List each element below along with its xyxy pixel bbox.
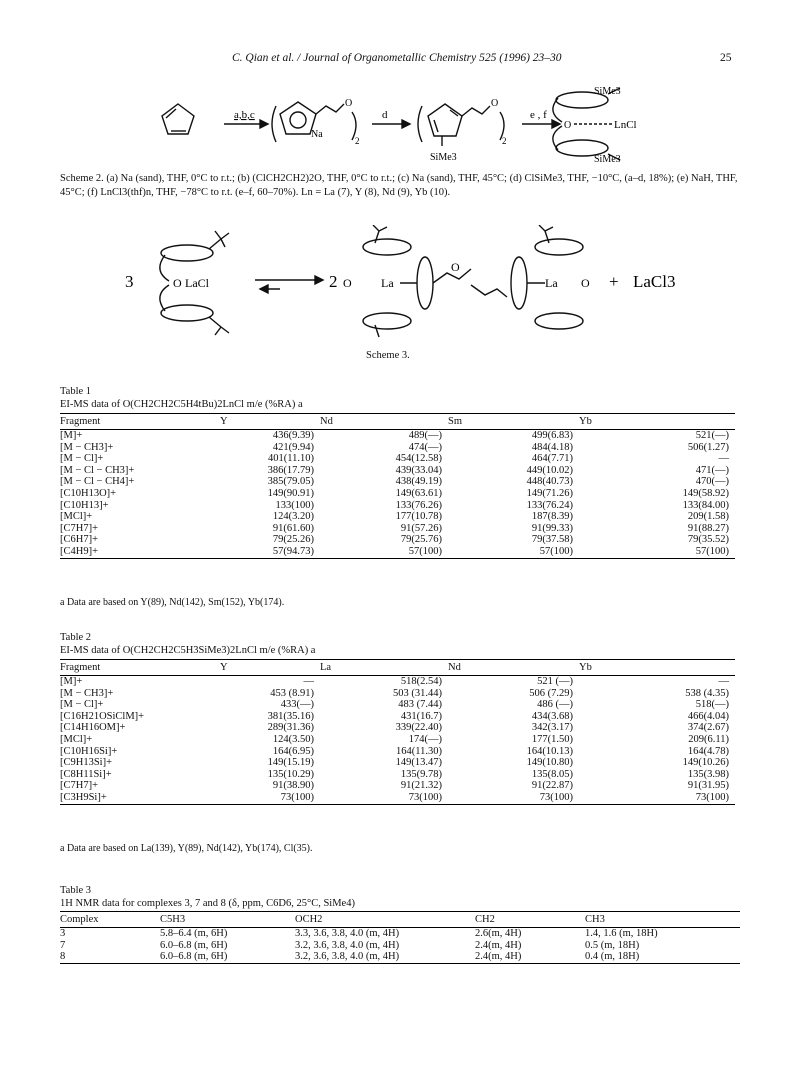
- table2: [60, 659, 735, 805]
- table-cell: 471(—): [695, 464, 729, 476]
- column-header: Complex: [60, 912, 160, 928]
- row-label: [M − CH3]+: [60, 687, 114, 699]
- table-cell: —: [303, 676, 314, 687]
- column-header: Sm: [448, 414, 579, 430]
- table-cell: 135(3.98): [687, 768, 729, 780]
- lacl-label: LaCl: [185, 276, 209, 290]
- table-cell: 385(79.05): [267, 476, 314, 488]
- table-cell: 466(4.04): [687, 710, 729, 722]
- table-cell: 486 (—): [537, 699, 573, 711]
- table-cell: 124(3.50): [272, 733, 314, 745]
- oxygen-dimer-1: O: [343, 276, 352, 290]
- oxygen-dimer-3: O: [581, 276, 590, 290]
- row-label: [C9H13Si]+: [60, 757, 113, 769]
- table-cell: 91(31.95): [687, 780, 729, 792]
- table1-header-row: [60, 414, 735, 430]
- table-cell: 149(10.80): [526, 757, 573, 769]
- table-cell: 3.2, 3.6, 3.8, 4.0 (m, 4H): [295, 951, 475, 963]
- la-label-2: La: [545, 276, 558, 290]
- table-cell: 3.3, 3.6, 3.8, 4.0 (m, 4H): [295, 928, 400, 939]
- table-cell: 133(100): [275, 499, 314, 511]
- scheme2-figure: [150, 82, 650, 167]
- table-cell: 149(71.26): [526, 487, 573, 499]
- row-label: 3: [60, 928, 66, 939]
- table-cell: 2.4(m, 4H): [475, 951, 585, 963]
- table-row: [60, 546, 735, 558]
- table-cell: 57(100): [579, 546, 735, 558]
- table-cell: 73(100): [579, 792, 735, 804]
- table-cell: 433(—): [280, 699, 314, 711]
- table-cell: 518(2.54): [400, 676, 442, 687]
- table-cell: 506 (7.29): [529, 687, 573, 699]
- table-cell: 149(90.91): [267, 487, 314, 499]
- table-cell: 124(3.20): [272, 511, 314, 523]
- table-cell: 73(100): [220, 792, 320, 804]
- table-cell: 421(9.94): [272, 441, 314, 453]
- oxygen-label-a: O: [345, 98, 353, 109]
- table-cell: 401(11.10): [268, 453, 314, 465]
- table-cell: 164(6.95): [272, 745, 314, 757]
- column-header: Nd: [320, 414, 448, 430]
- column-header: OCH2: [295, 912, 475, 928]
- table-row: [60, 928, 740, 940]
- table2-label: Table 2: [60, 632, 92, 643]
- table-cell: —: [718, 453, 729, 465]
- table1-label: Table 1: [60, 386, 92, 397]
- row-label: [M]+: [60, 430, 83, 441]
- table-cell: 91(61.60): [272, 522, 314, 534]
- table-cell: 521(—): [695, 430, 729, 441]
- table3-body: [60, 928, 740, 964]
- table-cell: 133(76.26): [395, 499, 442, 511]
- lncl-label: LnCl: [614, 119, 637, 131]
- table-row: [60, 500, 735, 512]
- coefficient-left: 3: [125, 272, 134, 291]
- table-row: [60, 699, 735, 711]
- table1-footnote: a Data are based on Y(89), Nd(142), Sm(152), Yb(174).: [60, 597, 285, 608]
- la-label-1: La: [381, 276, 394, 290]
- table-cell: 374(2.67): [687, 722, 729, 734]
- table-cell: 209(6.11): [688, 733, 729, 745]
- row-label: [MCl]+: [60, 511, 93, 523]
- table-cell: 135(10.29): [267, 768, 314, 780]
- table-cell: 0.4 (m, 18H): [585, 951, 740, 963]
- table-cell: 6.0–6.8 (m, 6H): [160, 939, 228, 951]
- table-cell: 57(94.73): [220, 546, 320, 558]
- table-cell: 91(99.33): [531, 522, 573, 534]
- table-row: [60, 757, 735, 769]
- table-cell: 174(—): [408, 733, 442, 745]
- row-label: [C10H16Si]+: [60, 745, 118, 757]
- column-header: Fragment: [60, 414, 220, 430]
- row-label: [C4H9]+: [60, 546, 220, 558]
- table-cell: 177(10.78): [395, 511, 442, 523]
- row-label: [C3H9Si]+: [60, 792, 220, 804]
- row-label: [C7H7]+: [60, 522, 99, 534]
- row-label: [MCl]+: [60, 733, 93, 745]
- scheme3-label: Scheme 3.: [366, 350, 410, 361]
- subscript-2-b: 2: [502, 136, 507, 146]
- table-row: [60, 951, 740, 963]
- table-cell: 187(8.39): [531, 511, 573, 523]
- table-row: [60, 769, 735, 781]
- table-cell: 91(57.26): [400, 522, 442, 534]
- table-cell: 133(76.24): [526, 499, 573, 511]
- table-cell: 499(6.83): [531, 430, 573, 441]
- table2-body: [60, 676, 735, 805]
- table-cell: 91(88.27): [687, 522, 729, 534]
- table-cell: 79(25.26): [272, 534, 314, 546]
- oxygen-label-b: O: [491, 98, 499, 109]
- table-cell: 91(21.32): [400, 780, 442, 792]
- table-cell: 453 (8.91): [270, 687, 314, 699]
- cyclopentadiene-ring: [162, 104, 194, 134]
- table-row: [60, 465, 735, 477]
- table-cell: 381(35.16): [267, 710, 314, 722]
- table-cell: 339(22.40): [395, 722, 442, 734]
- table-row: [60, 534, 735, 546]
- table-cell: 431(16.7): [400, 710, 442, 722]
- table-cell: 289(31.36): [267, 722, 314, 734]
- table-cell: 135(8.05): [531, 768, 573, 780]
- table1-title: EI-MS data of O(CH2CH2C5H4tBu)2LnCl m/e (%RA) a: [60, 399, 303, 410]
- subscript-2-a: 2: [355, 136, 360, 146]
- table2-header-row: [60, 660, 735, 676]
- column-header: Nd: [448, 660, 579, 676]
- table-cell: 521 (—): [537, 676, 573, 687]
- table-row: [60, 476, 735, 488]
- table-row: [60, 488, 735, 500]
- table1-body: [60, 430, 735, 559]
- row-label: [M − Cl]+: [60, 699, 104, 711]
- row-label: [C16H21OSiClM]+: [60, 710, 145, 722]
- table-row: [60, 722, 735, 734]
- table-cell: 79(37.58): [531, 534, 573, 546]
- table3-header-row: [60, 912, 740, 928]
- table3-label: Table 3: [60, 885, 92, 896]
- oxygen-left: O: [173, 276, 182, 290]
- table1: [60, 413, 735, 559]
- table-cell: 79(25.76): [400, 534, 442, 546]
- bridging-cp-ring-1: [417, 257, 433, 309]
- table2-caption: [60, 631, 315, 657]
- table-cell: 538 (4.35): [685, 687, 729, 699]
- scheme3-figure: [125, 225, 685, 345]
- table-cell: 5.8–6.4 (m, 6H): [160, 928, 228, 939]
- table-row: [60, 688, 735, 700]
- table-cell: 2.4(m, 4H): [475, 939, 522, 951]
- na-label: Na: [311, 129, 323, 140]
- table-cell: 73(100): [448, 792, 579, 804]
- table3-title: 1H NMR data for complexes 3, 7 and 8 (δ, ppm, C6D6, 25°C, SiMe4): [60, 898, 355, 909]
- table-cell: 177(1.50): [531, 733, 573, 745]
- table-cell: 209(1.58): [687, 511, 729, 523]
- tbucp-ring-bottom-left: [161, 305, 213, 321]
- table-cell: 342(3.17): [531, 722, 573, 734]
- row-label: [M − Cl]+: [60, 453, 104, 465]
- table3: [60, 911, 740, 964]
- cp-ring-sime3: [428, 104, 462, 136]
- row-label: 8: [60, 951, 160, 963]
- column-header: Y: [220, 414, 320, 430]
- table-cell: 133(84.00): [682, 499, 729, 511]
- journal-citation: C. Qian et al. / Journal of Organometallic Chemistry 525 (1996) 23–30: [232, 52, 562, 64]
- table-row: [60, 523, 735, 535]
- table-cell: 91(38.90): [272, 780, 314, 792]
- row-label: [M − Cl − CH3]+: [60, 464, 135, 476]
- table-cell: 386(17.79): [267, 464, 314, 476]
- table-cell: 489(—): [408, 430, 442, 441]
- table-cell: 474(—): [408, 441, 442, 453]
- column-header: Yb: [579, 414, 735, 430]
- tbucp-ring-top-left: [161, 245, 213, 261]
- table-cell: 434(3.68): [531, 710, 573, 722]
- table-row: [60, 711, 735, 723]
- sime3-bottom-label: SiMe3: [594, 154, 621, 165]
- table-cell: 503 (31.44): [393, 687, 442, 699]
- row-label: [M − CH3]+: [60, 441, 114, 453]
- table-cell: 448(40.73): [526, 476, 573, 488]
- table-cell: 149(58.92): [682, 487, 729, 499]
- table2-footnote: a Data are based on La(139), Y(89), Nd(142), Yb(174), Cl(35).: [60, 843, 313, 854]
- table-row: [60, 676, 735, 688]
- table-cell: 57(100): [448, 546, 579, 558]
- page-number: 25: [720, 52, 732, 64]
- table2-title: EI-MS data of O(CH2CH2C5H3SiMe3)2LnCl m/e (%RA) a: [60, 645, 316, 656]
- oxygen-dimer-2: O: [451, 260, 460, 274]
- row-label: [C10H13O]+: [60, 487, 117, 499]
- table-cell: 6.0–6.8 (m, 6H): [160, 951, 295, 963]
- table-row: [60, 746, 735, 758]
- coefficient-right: 2: [329, 272, 338, 291]
- column-header: CH3: [585, 912, 740, 928]
- row-label: [C6H7]+: [60, 534, 99, 546]
- table-cell: 91(22.87): [531, 780, 573, 792]
- column-header: Y: [220, 660, 320, 676]
- table-cell: 506(1.27): [687, 441, 729, 453]
- scheme2-step-d: d: [382, 109, 388, 121]
- table-row: [60, 734, 735, 746]
- sime3-label: SiMe3: [430, 152, 457, 163]
- table-cell: 0.5 (m, 18H): [585, 939, 640, 951]
- column-header: CH2: [475, 912, 585, 928]
- table-cell: 449(10.02): [526, 464, 573, 476]
- row-label: 7: [60, 939, 66, 951]
- table-cell: 164(4.78): [687, 745, 729, 757]
- row-label: [C10H13]+: [60, 499, 109, 511]
- table-cell: 79(35.52): [687, 534, 729, 546]
- row-label: [C7H7]+: [60, 780, 99, 792]
- table-cell: 57(100): [320, 546, 448, 558]
- bridging-cp-ring-2: [511, 257, 527, 309]
- row-label: [M − Cl − CH4]+: [60, 476, 135, 488]
- table1-caption: [60, 385, 303, 411]
- table-cell: 483 (7.44): [398, 699, 442, 711]
- table-cell: 454(12.58): [395, 453, 442, 465]
- oxygen-label-c: O: [564, 120, 572, 131]
- table-cell: 1.4, 1.6 (m, 18H): [585, 928, 658, 939]
- table-cell: 438(49.19): [395, 476, 442, 488]
- plus-sign: +: [609, 272, 619, 291]
- table-cell: 164(10.13): [526, 745, 573, 757]
- scheme2-step-ef: e , f: [530, 109, 547, 121]
- column-header: Fragment: [60, 660, 220, 676]
- column-header: C5H3: [160, 912, 295, 928]
- table-cell: 73(100): [320, 792, 448, 804]
- table-row: [60, 780, 735, 792]
- table-cell: 439(33.04): [395, 464, 442, 476]
- table-cell: 3.2, 3.6, 3.8, 4.0 (m, 4H): [295, 939, 400, 951]
- table-cell: 149(10.26): [682, 757, 729, 769]
- table-cell: 135(9.78): [400, 768, 442, 780]
- table-row: [60, 511, 735, 523]
- table-cell: 149(15.19): [267, 757, 314, 769]
- table-cell: 149(63.61): [395, 487, 442, 499]
- row-label: [M]+: [60, 676, 83, 687]
- table-cell: 484(4.18): [531, 441, 573, 453]
- row-label: [C8H11Si]+: [60, 768, 112, 780]
- scheme2-step-abc: a,b,c: [234, 109, 255, 121]
- scheme2-caption: Scheme 2. (a) Na (sand), THF, 0°C to r.t.; (b) (ClCH2CH2)2O, THF, 0°C to r.t.; (c) Na (sand), THF, 45°C; (d) ClSiMe3, THF, −10°C, (a–d, 18%); (e) NaH, THF, 45°C; (f) LnCl3(thf)n, THF, −78°C to r.t. (e–f, 60–70%). Ln = La (7), Y (8), Nd (9), Yb (10).: [60, 173, 738, 198]
- table-cell: 164(11.30): [396, 745, 442, 757]
- table-row: [60, 442, 735, 454]
- table-cell: —: [718, 676, 729, 687]
- table-row: [60, 940, 740, 952]
- table-cell: 2.6(m, 4H): [475, 928, 522, 939]
- table3-caption: [60, 884, 355, 910]
- table-cell: 464(7.71): [531, 453, 573, 465]
- table-row: [60, 792, 735, 804]
- column-header: La: [320, 660, 448, 676]
- sime3-top-label: SiMe3: [594, 86, 621, 97]
- table-row: [60, 430, 735, 442]
- lacl3-label: LaCl3: [633, 272, 676, 291]
- table-cell: 436(9.39): [272, 430, 314, 441]
- row-label: [C14H16OM]+: [60, 722, 126, 734]
- table-cell: 518(—): [695, 699, 729, 711]
- table-cell: 149(13.47): [395, 757, 442, 769]
- table-row: [60, 453, 735, 465]
- column-header: Yb: [579, 660, 735, 676]
- table-cell: 470(—): [695, 476, 729, 488]
